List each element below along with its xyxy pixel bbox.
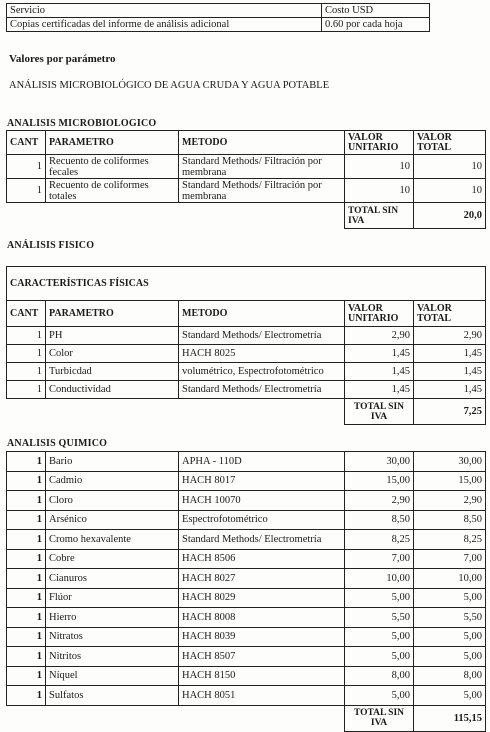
cell-method: HACH 8027: [179, 569, 345, 589]
cell-param: Cobre: [46, 549, 179, 569]
cell-param: Cromo hexavalente: [46, 530, 179, 550]
cell-total: 30,00: [414, 452, 486, 472]
quimico-total: 115,15: [414, 705, 486, 731]
table-row: [7, 647, 486, 667]
cell-cant: 1: [7, 608, 46, 628]
cell-total: 8,00: [414, 666, 486, 686]
cell-method: Espectrofotométrico: [179, 510, 345, 530]
table-row: [7, 666, 486, 686]
cell-method: HACH 8507: [179, 647, 345, 667]
cell-total: 8,50: [414, 510, 486, 530]
fisico-table: CARACTERÍSTICAS FÍSICAS CANT PARAMETRO METODO VALOR UNITARIO VALOR TOTAL 1 PH Standard Methods/ Electrometría 2,90 2,90 1 Color HACH 8025 1,45 1,45 1 Turbicdad volumétrico, Espectrofotométrico 1,45 1,45 1 Conductividad Standard Methods/ Electrometría 1,45 1,45 TOTAL SIN IVA 7,25: [6, 266, 486, 425]
cell-unit: 5,00: [345, 627, 414, 647]
micro-total: 20,0: [414, 203, 486, 229]
quimico-section-title: ANALISIS QUIMICO: [7, 438, 108, 449]
table-row: 1 Conductividad Standard Methods/ Electrometría 1,45 1,45: [7, 381, 486, 399]
fisico-table-title: CARACTERÍSTICAS FÍSICAS: [7, 267, 486, 301]
cell-cant: 1: [7, 510, 46, 530]
cell-cant: 1: [7, 627, 46, 647]
col-method: METODO: [179, 131, 345, 155]
cell-total: 5,00: [414, 588, 486, 608]
cell-unit: 8,25: [345, 530, 414, 550]
cell-method: HACH 8150: [179, 666, 345, 686]
cell-unit: 5,00: [345, 647, 414, 667]
cell-method: Standard Methods/ Electrometría: [179, 530, 345, 550]
cell-cant: 1: [7, 647, 46, 667]
main-title: ANÁLISIS MICROBIOLÓGICO DE AGUA CRUDA Y AGUA POTABLE: [9, 80, 330, 91]
cell-param: Cianuros: [46, 569, 179, 589]
cell-method: HACH 8039: [179, 627, 345, 647]
service-name: Copias certificadas del informe de análisis adicional: [7, 18, 322, 32]
col-param: PARAMETRO: [46, 131, 179, 155]
cell-cant: 1: [7, 530, 46, 550]
cell-cant: 1: [7, 666, 46, 686]
cell-unit: 7,00: [345, 549, 414, 569]
cell-total: 5,00: [414, 686, 486, 706]
cell-total: 5,50: [414, 608, 486, 628]
table-row: [7, 491, 486, 511]
table-row: [7, 471, 486, 491]
micro-section-title: ANALISIS MICROBIOLOGICO: [7, 118, 157, 129]
cell-cant: 1: [7, 491, 46, 511]
values-title: Valores por parámetro: [9, 53, 116, 65]
cell-cant: 1: [7, 686, 46, 706]
cell-method: HACH 8017: [179, 471, 345, 491]
cell-param: Nitritos: [46, 647, 179, 667]
table-row: [7, 510, 486, 530]
cell-cant: 1: [7, 569, 46, 589]
cell-unit: 15,00: [345, 471, 414, 491]
table-row: [7, 627, 486, 647]
table-row: [7, 569, 486, 589]
table-row: 1 Color HACH 8025 1,45 1,45: [7, 345, 486, 363]
quimico-total-label: TOTAL SIN IVA: [345, 705, 414, 731]
micro-table: [6, 130, 486, 229]
fisico-total-label: TOTAL SIN IVA: [345, 399, 414, 425]
service-table: [6, 3, 430, 32]
cost-header: Costo USD: [322, 4, 430, 18]
cell-param: Flúor: [46, 588, 179, 608]
cell-total: 10,00: [414, 569, 486, 589]
cell-total: 15,00: [414, 471, 486, 491]
cell-unit: 5,50: [345, 608, 414, 628]
cell-unit: 5,00: [345, 686, 414, 706]
table-row: 1 Recuento de coliformes fecales Standard Methods/ Filtración por membrana 10 10: [7, 155, 486, 179]
table-row: [7, 588, 486, 608]
cell-param: Níquel: [46, 666, 179, 686]
cell-total: 7,00: [414, 549, 486, 569]
cell-total: 2,90: [414, 491, 486, 511]
cell-unit: 5,00: [345, 588, 414, 608]
quimico-table: [6, 451, 486, 732]
cell-total: 8,25: [414, 530, 486, 550]
col-unit: VALOR UNITARIO: [345, 131, 414, 155]
service-header: Servicio: [7, 4, 322, 18]
cell-total: 5,00: [414, 647, 486, 667]
table-row: 1 Turbicdad volumétrico, Espectrofotométrico 1,45 1,45: [7, 363, 486, 381]
cell-method: HACH 10070: [179, 491, 345, 511]
cell-method: APHA - 110D: [179, 452, 345, 472]
cell-method: HACH 8008: [179, 608, 345, 628]
cell-method: HACH 8051: [179, 686, 345, 706]
cell-unit: 2,90: [345, 491, 414, 511]
table-row: [7, 686, 486, 706]
col-cant: CANT: [7, 131, 46, 155]
table-row: [7, 608, 486, 628]
cell-total: 5,00: [414, 627, 486, 647]
cell-param: Cadmio: [46, 471, 179, 491]
cell-cant: 1: [7, 588, 46, 608]
cell-unit: 8,50: [345, 510, 414, 530]
service-cost: 0.60 por cada hoja: [322, 18, 430, 32]
cell-unit: 8,00: [345, 666, 414, 686]
cell-param: Nitratos: [46, 627, 179, 647]
cell-param: Hierro: [46, 608, 179, 628]
table-row: [7, 452, 486, 472]
cell-param: Arsénico: [46, 510, 179, 530]
col-total: VALOR TOTAL: [414, 131, 486, 155]
cell-unit: 10,00: [345, 569, 414, 589]
cell-param: Cloro: [46, 491, 179, 511]
table-row: [7, 549, 486, 569]
table-row: 1 PH Standard Methods/ Electrometría 2,90 2,90: [7, 327, 486, 345]
fisico-total: 7,25: [414, 399, 486, 425]
cell-cant: 1: [7, 549, 46, 569]
cell-param: Sulfatos: [46, 686, 179, 706]
micro-total-label: TOTAL SIN IVA: [345, 203, 414, 229]
table-row: 1 Recuento de coliformes totales Standard Methods/ Filtración por membrana 10 10: [7, 179, 486, 203]
cell-cant: 1: [7, 471, 46, 491]
cell-method: HACH 8029: [179, 588, 345, 608]
fisico-section-title: ANÁLISIS FISICO: [7, 240, 95, 251]
cell-param: Bario: [46, 452, 179, 472]
cell-unit: 30,00: [345, 452, 414, 472]
cell-cant: 1: [7, 452, 46, 472]
table-row: [7, 530, 486, 550]
cell-method: HACH 8506: [179, 549, 345, 569]
